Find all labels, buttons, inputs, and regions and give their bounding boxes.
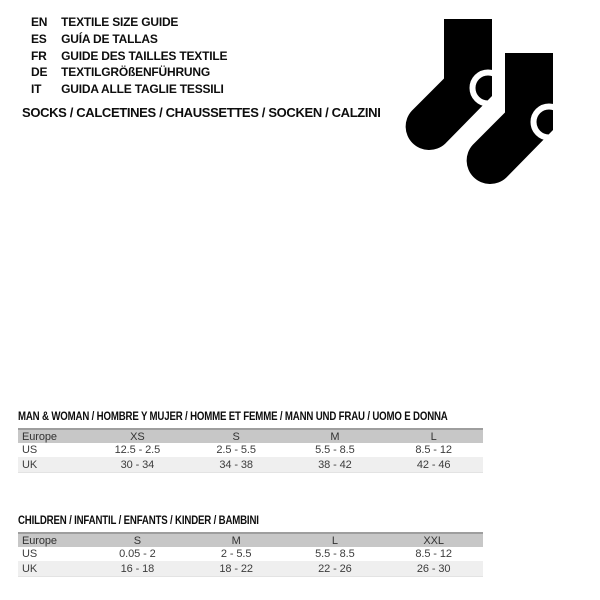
size-value: 38 - 42 [318,458,352,471]
region-label: US [22,444,38,456]
children-size-table [18,532,483,577]
column-header-size: S [232,430,240,443]
column-header-size: L [331,534,338,547]
column-header-size: S [133,534,141,547]
column-header-size: M [330,430,340,443]
language-row-en [31,14,227,31]
language-label: GUIDA ALLE TAGLIE TESSILI [61,82,224,97]
children-header-row [18,533,483,547]
size-value: 22 - 26 [318,562,352,575]
column-header-region: Europe [22,430,57,443]
adults-header-row [18,429,483,443]
language-code: FR [31,48,47,63]
language-code: EN [31,15,48,29]
column-header-size: XS [130,430,145,443]
region-label: UK [22,458,38,471]
column-header-size: M [231,534,241,547]
adults-table-title: MAN & WOMAN / HOMBRE Y MUJER / HOMME ET FEMME / MANN UND FRAU / UOMO E DONNA [18,411,448,423]
column-header-size: L [430,430,437,443]
size-value: 30 - 34 [120,458,155,471]
table-row-us [18,443,483,457]
size-value: 26 - 30 [416,562,451,575]
region-label: UK [22,562,38,575]
column-header-size: XXL [423,534,444,547]
language-row-de [31,64,227,81]
language-label: GUIDE DES TAILLES TEXTILE [61,48,228,63]
table-row-us [18,547,483,561]
size-value: 2.5 - 5.5 [216,444,256,456]
table-row-uk [18,457,483,473]
column-header-region: Europe [22,534,57,547]
table-row-uk [18,561,483,577]
category-title: SOCKS / CALCETINES / CHAUSSETTES / SOCKEN / CALZINI [22,105,381,120]
language-label: TEXTILGRÖßENFÜHRUNG [61,65,211,80]
size-value: 5.5 - 8.5 [315,548,355,560]
size-value: 8.5 - 12 [415,548,452,560]
children-table-title: CHILDREN / INFANTIL / ENFANTS / KINDER / BAMBINI [18,515,259,527]
language-list [31,14,227,98]
size-value: 34 - 38 [219,458,253,471]
language-code: ES [31,31,47,46]
size-value: 2 - 5.5 [220,548,252,560]
size-value: 16 - 18 [120,562,155,575]
size-value: 0.05 - 2 [119,548,156,560]
language-row-it [31,81,227,98]
socks-icon [405,5,580,187]
adults-size-table [18,428,483,473]
size-value: 8.5 - 12 [415,444,452,456]
language-row-es [31,31,227,48]
size-value: 5.5 - 8.5 [315,444,355,456]
region-label: US [22,548,38,560]
size-value: 12.5 - 2.5 [114,444,161,456]
sock-shape-front [406,19,492,150]
size-value: 42 - 46 [416,458,451,471]
language-label: TEXTILE SIZE GUIDE [61,15,179,29]
language-code: DE [31,65,48,80]
language-label: GUÍA DE TALLAS [61,31,158,46]
size-value: 18 - 22 [219,562,253,575]
language-code: IT [31,82,42,97]
language-row-fr [31,48,227,65]
